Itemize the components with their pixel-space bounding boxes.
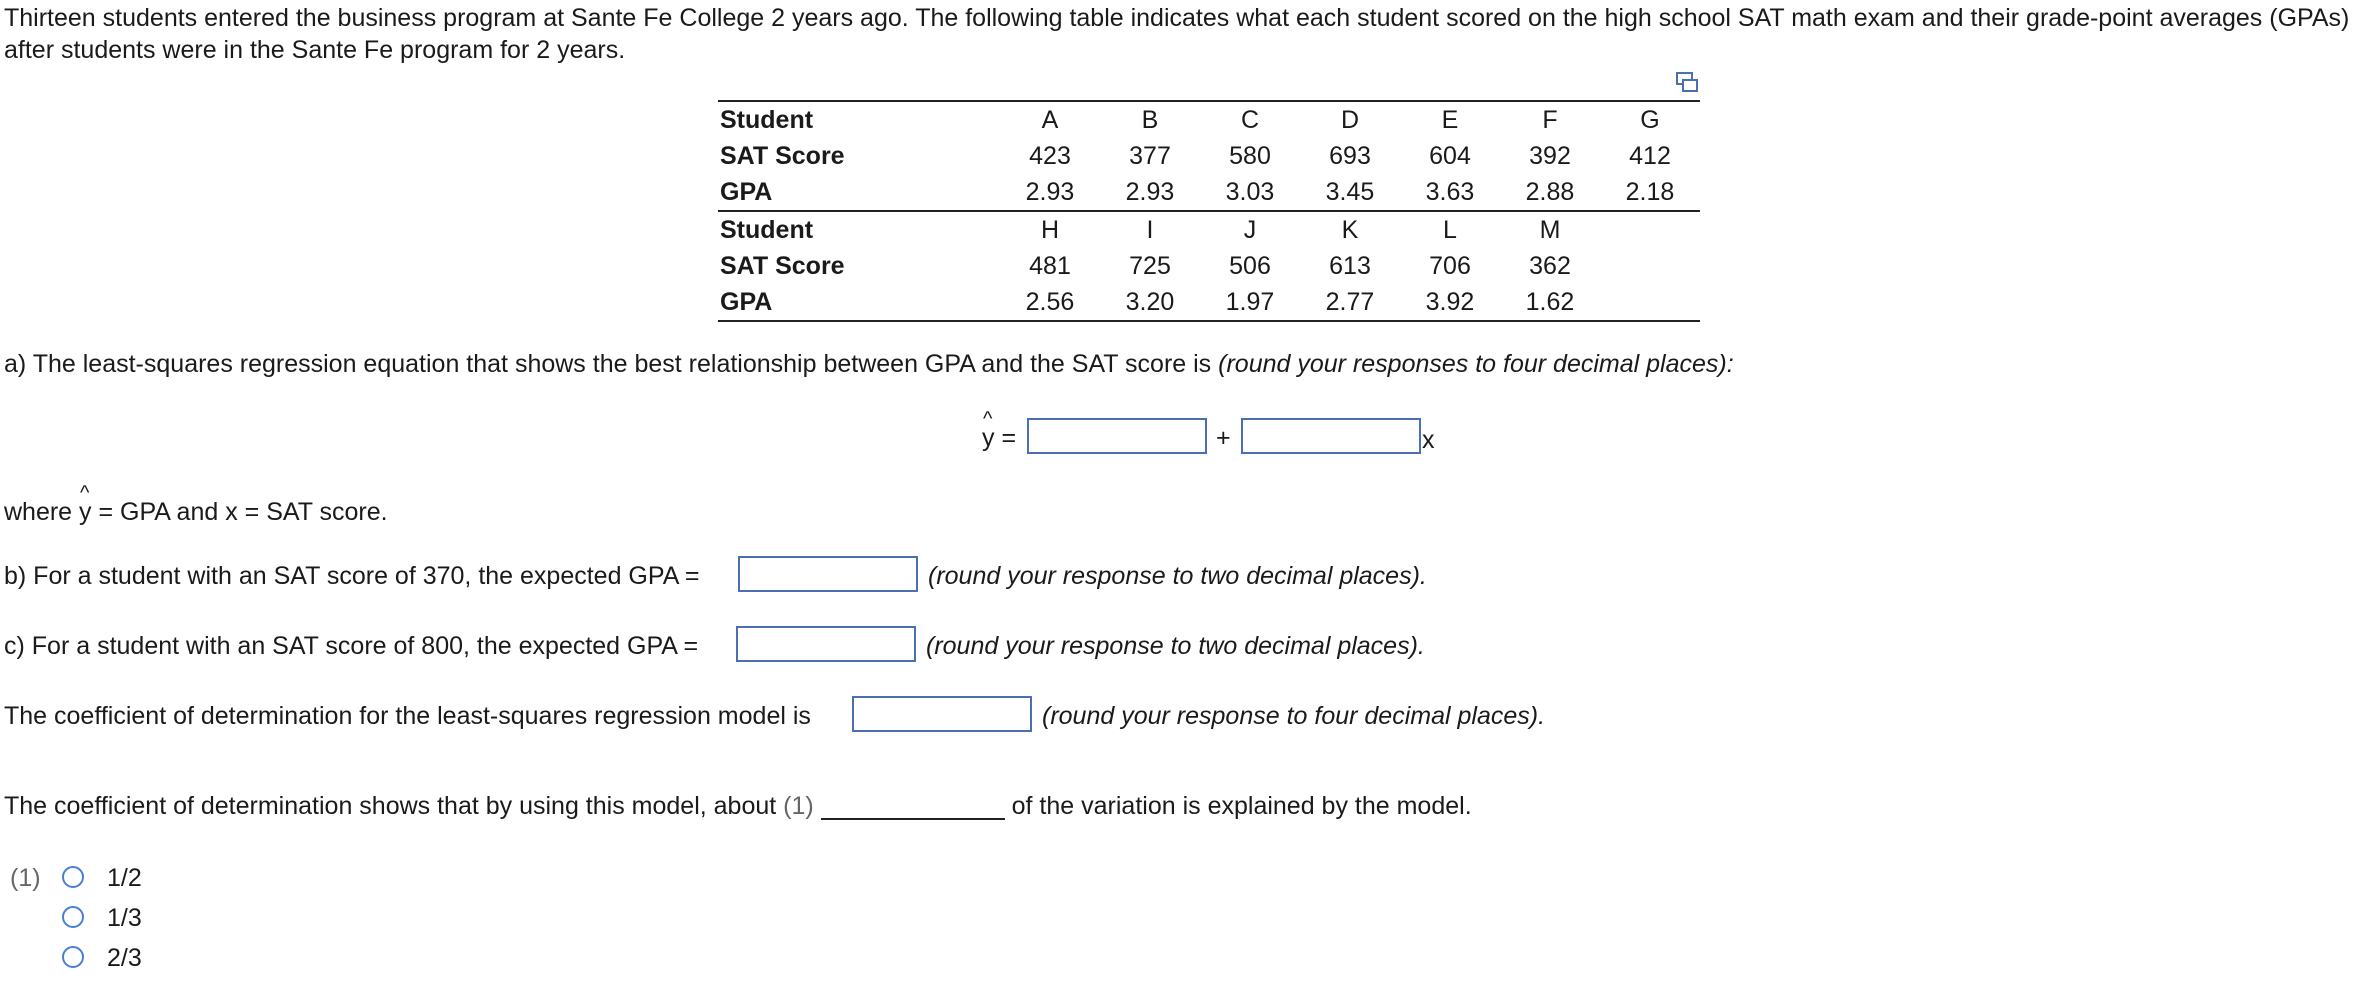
- table-cell: M: [1539, 215, 1561, 244]
- coefficient-note: (round your response to four decimal places).: [1042, 702, 1546, 730]
- table-cell: 423: [1029, 141, 1071, 170]
- row-label-gpa: GPA: [718, 174, 1000, 211]
- coefficient-input[interactable]: [852, 696, 1032, 732]
- where-definition: [4, 482, 388, 527]
- table-cell: 2.93: [1100, 174, 1200, 211]
- table-cell: F: [1500, 101, 1600, 138]
- table-cell: J: [1243, 215, 1257, 244]
- table-row-student-1: [718, 101, 1700, 138]
- table-cell: H: [1040, 215, 1060, 244]
- y-symbol: y: [79, 498, 92, 526]
- hat-mark: ^: [80, 482, 90, 504]
- y-hat-symbol: [982, 408, 995, 453]
- table-cell: A: [1000, 101, 1100, 138]
- table-cell: [1600, 211, 1700, 248]
- table-cell: C: [1200, 101, 1300, 138]
- part-a-question: [4, 350, 1734, 379]
- table-cell: 2.93: [1000, 174, 1100, 211]
- table-cell: 693: [1329, 141, 1371, 170]
- part-c-gpa-input[interactable]: [736, 626, 916, 662]
- part-c-note: (round your response to two decimal places).: [926, 632, 1425, 660]
- table-cell: L: [1443, 215, 1457, 244]
- radio-option-3[interactable]: [62, 946, 84, 968]
- table-row-gpa-2: [718, 284, 1700, 321]
- part-b-note: (round your response to two decimal places).: [928, 562, 1427, 590]
- table-cell: 604: [1429, 141, 1471, 170]
- row-label-sat: SAT Score: [720, 141, 845, 170]
- slope-input[interactable]: [1241, 418, 1421, 454]
- table-cell: B: [1100, 101, 1200, 138]
- where-prefix: where: [4, 498, 73, 526]
- table-row-sat-2: [718, 248, 1700, 284]
- table-cell: 481: [1029, 251, 1071, 280]
- part-b-text: b) For a student with an SAT score of 370, the expected GPA =: [4, 562, 700, 590]
- table-row-student-2: [718, 211, 1700, 248]
- table-cell: 725: [1129, 251, 1171, 280]
- table-cell: [1600, 284, 1700, 321]
- intercept-input[interactable]: [1027, 418, 1207, 454]
- part-b-gpa-input[interactable]: [738, 556, 918, 592]
- table-cell: 3.63: [1400, 174, 1500, 211]
- row-label-gpa: GPA: [718, 284, 1000, 321]
- plus-sign: +: [1216, 424, 1231, 452]
- row-label-sat: SAT Score: [720, 251, 845, 280]
- part-a-text: a) The least-squares regression equation that shows the best relationship between GPA and the SAT score is: [4, 350, 1212, 378]
- x-variable-label: x: [1422, 426, 1435, 454]
- table-cell: 2.56: [1000, 284, 1100, 321]
- option-label-2: 1/3: [107, 904, 142, 932]
- table-cell: 362: [1529, 251, 1571, 280]
- explained-text-before: The coefficient of determination shows that by using this model, about: [4, 792, 777, 820]
- table-cell: 377: [1129, 141, 1171, 170]
- table-cell: 3.03: [1200, 174, 1300, 211]
- table-cell: 580: [1229, 141, 1271, 170]
- table-cell: 1.97: [1200, 284, 1300, 321]
- table-cell: [1600, 248, 1700, 284]
- table-cell: 706: [1429, 251, 1471, 280]
- table-cell: G: [1600, 101, 1700, 138]
- table-cell: D: [1300, 101, 1400, 138]
- table-cell: 3.92: [1400, 284, 1500, 321]
- table-cell: 3.45: [1300, 174, 1400, 211]
- where-rest: = GPA and x = SAT score.: [98, 498, 388, 526]
- table-cell: I: [1146, 215, 1154, 244]
- table-cell: 392: [1529, 141, 1571, 170]
- regression-equation-label: [982, 408, 1017, 453]
- table-cell: 613: [1329, 251, 1371, 280]
- radio-option-2[interactable]: [62, 906, 84, 928]
- option-label-3: 2/3: [107, 944, 142, 972]
- blank-marker: (1): [783, 792, 814, 820]
- y-hat-symbol: [79, 482, 92, 527]
- row-label-student: Student: [720, 215, 814, 244]
- table-cell: 506: [1229, 251, 1271, 280]
- table-cell: 2.88: [1500, 174, 1600, 211]
- part-a-note: (round your responses to four decimal places):: [1218, 350, 1734, 378]
- data-table: [718, 100, 1700, 322]
- y-symbol: y: [982, 424, 995, 452]
- answer-blank-line: [821, 794, 1005, 820]
- table-cell: 3.20: [1100, 284, 1200, 321]
- hat-mark: ^: [983, 408, 993, 430]
- coefficient-text: The coefficient of determination for the least-squares regression model is: [4, 702, 811, 730]
- table-row-sat-1: [718, 138, 1700, 174]
- table-cell: 2.77: [1300, 284, 1400, 321]
- table-cell: 1.62: [1500, 284, 1600, 321]
- table-cell: K: [1341, 215, 1359, 244]
- explained-variation-statement: [4, 792, 1472, 821]
- explained-text-after: of the variation is explained by the model.: [1011, 792, 1472, 820]
- row-label-student: Student: [718, 101, 1000, 138]
- table-cell: E: [1400, 101, 1500, 138]
- table-cell: 412: [1629, 141, 1671, 170]
- problem-intro: Thirteen students entered the business program at Sante Fe College 2 years ago. The following table indicates what each student scored on the high school SAT math exam and their grade-point averages (GPAs) after students were in the Sante Fe program for 2 years.: [4, 4, 2350, 64]
- copy-to-clipboard-icon[interactable]: [1674, 70, 1700, 96]
- table-row-gpa-1: [718, 174, 1700, 211]
- equals-sign: =: [1001, 424, 1017, 452]
- option-label-1: 1/2: [107, 864, 142, 892]
- table-cell: 2.18: [1600, 174, 1700, 211]
- choices-marker: (1): [10, 864, 41, 892]
- part-c-text: c) For a student with an SAT score of 800, the expected GPA =: [4, 632, 699, 660]
- radio-option-1[interactable]: [62, 866, 84, 888]
